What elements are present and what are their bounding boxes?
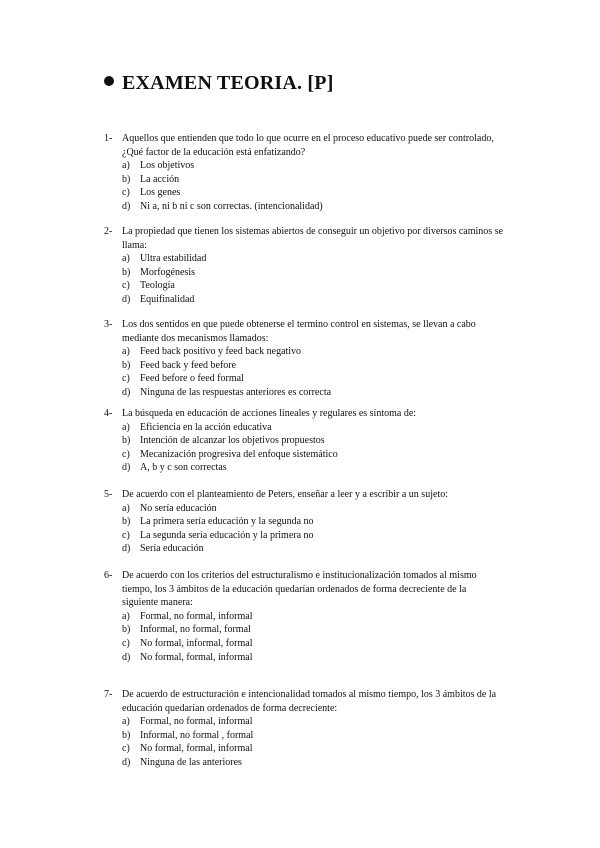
option-a	[122, 715, 504, 729]
option-a	[122, 159, 504, 173]
option-text: Informal, no formal, formal	[140, 624, 251, 636]
option-c	[122, 279, 504, 293]
question-4	[104, 407, 504, 475]
option-a	[122, 421, 504, 435]
option-text: Feed back y feed before	[140, 359, 237, 371]
option-letter: b)	[122, 359, 131, 371]
option-c	[122, 529, 504, 543]
option-text: Informal, no formal , formal	[140, 729, 254, 741]
option-d	[122, 200, 504, 214]
option-a	[122, 610, 504, 624]
option-text: Formal, no formal, informal	[140, 716, 253, 728]
page-title	[104, 72, 334, 95]
title-text: EXAMEN TEORIA. [P]	[122, 72, 334, 94]
option-b	[122, 359, 504, 373]
option-c	[122, 637, 504, 651]
question-number: 6-	[104, 570, 113, 581]
option-letter: a)	[122, 253, 130, 265]
question-number: 5-	[104, 489, 113, 500]
options-list	[122, 159, 504, 213]
option-text: Intención de alcanzar los objetivos propuestos	[140, 435, 325, 447]
option-text: Mecanización progresiva del enfoque sistemático	[140, 448, 338, 460]
option-d	[122, 293, 504, 307]
option-c	[122, 742, 504, 756]
question-7	[104, 688, 504, 770]
option-letter: d)	[122, 293, 131, 305]
option-b	[122, 729, 504, 743]
option-letter: c)	[122, 187, 130, 199]
option-text: Los objetivos	[140, 160, 195, 172]
options-list	[122, 252, 504, 306]
option-text: Sería educación	[140, 543, 204, 555]
option-c	[122, 372, 504, 386]
question-number: 7-	[104, 689, 113, 700]
question-1	[104, 132, 504, 214]
question-text: Los dos sentidos en que puede obtenerse el termino control en sistemas, se llevan a cabo mediante dos mecanismos llamados:	[122, 319, 476, 344]
option-letter: c)	[122, 743, 130, 755]
option-letter: d)	[122, 386, 131, 398]
option-letter: c)	[122, 373, 130, 385]
option-d	[122, 461, 504, 475]
option-letter: d)	[122, 462, 131, 474]
option-letter: b)	[122, 624, 131, 636]
option-letter: b)	[122, 729, 131, 741]
option-text: Equifinalidad	[140, 293, 195, 305]
question-text: La propiedad que tienen los sistemas abiertos de conseguir un objetivo por diversos caminos se llama:	[122, 226, 504, 251]
option-a	[122, 345, 504, 359]
option-b	[122, 173, 504, 187]
option-text: Feed back positivo y feed back negativo	[140, 346, 302, 358]
option-letter: c)	[122, 280, 130, 292]
option-c	[122, 448, 504, 462]
option-b	[122, 515, 504, 529]
option-letter: c)	[122, 529, 130, 541]
options-list	[122, 715, 504, 769]
option-text: No formal, formal, informal	[140, 651, 253, 663]
option-letter: c)	[122, 448, 130, 460]
option-text: La segunda sería educación y la primera no	[140, 529, 314, 541]
option-text: Feed before o feed formal	[140, 373, 244, 385]
option-letter: a)	[122, 610, 130, 622]
option-text: No formal, informal, formal	[140, 637, 253, 649]
option-text: La primera sería educación y la segunda no	[140, 516, 314, 528]
option-letter: a)	[122, 502, 130, 514]
question-number: 4-	[104, 408, 113, 419]
option-text: La acción	[140, 173, 180, 185]
option-d	[122, 651, 504, 665]
question-text: De acuerdo con los criterios del estructuralismo e institucionalización tomados al mismo tiempo, los 3 ámbitos de la educación quedarían ordenados de forma decreciente de la siguiente manera:	[122, 570, 477, 609]
option-text: Morfogénesis	[140, 266, 195, 278]
option-c	[122, 186, 504, 200]
bullet-icon	[104, 76, 114, 86]
question-text: La búsqueda en educación de acciones lineales y regulares es síntoma de:	[122, 408, 417, 419]
option-text: Eficiencia en la acción educativa	[140, 421, 272, 433]
option-b	[122, 623, 504, 637]
question-number: 2-	[104, 226, 113, 237]
question-text: Aquellos que entienden que todo lo que ocurre en el proceso educativo puede ser controlado, ¿Qué factor de la educación está enfatizando?	[122, 133, 494, 158]
option-letter: b)	[122, 435, 131, 447]
question-3	[104, 318, 504, 400]
options-list	[122, 502, 504, 556]
question-text: De acuerdo con el planteamiento de Peters, enseñar a leer y a escribir a un sujeto:	[122, 489, 448, 500]
option-letter: a)	[122, 716, 130, 728]
option-letter: d)	[122, 200, 131, 212]
options-list	[122, 345, 504, 399]
option-text: Ninguna de las anteriores	[140, 756, 242, 768]
question-number: 1-	[104, 133, 113, 144]
option-b	[122, 266, 504, 280]
option-text: Ni a, ni b ni c son correctas. (intencionalidad)	[140, 200, 323, 212]
option-text: Ninguna de las respuestas anteriores es correcta	[140, 386, 332, 398]
option-letter: b)	[122, 266, 131, 278]
option-text: Formal, no formal, informal	[140, 610, 253, 622]
option-letter: a)	[122, 160, 130, 172]
question-text: De acuerdo de estructuración e intencionalidad tomados al mismo tiempo, los 3 ámbitos de la educación quedarían ordenados de forma decreciente:	[122, 689, 497, 714]
option-letter: c)	[122, 637, 130, 649]
option-a	[122, 502, 504, 516]
option-letter: a)	[122, 421, 130, 433]
options-list	[122, 610, 504, 664]
option-letter: d)	[122, 543, 131, 555]
option-d	[122, 542, 504, 556]
question-5	[104, 488, 504, 556]
option-letter: b)	[122, 173, 131, 185]
option-d	[122, 756, 504, 770]
option-letter: b)	[122, 516, 131, 528]
question-number: 3-	[104, 319, 113, 330]
option-text: Los genes	[140, 187, 181, 199]
question-6	[104, 569, 504, 664]
question-2	[104, 225, 504, 307]
option-letter: d)	[122, 756, 131, 768]
option-text: No sería educación	[140, 502, 217, 514]
option-letter: a)	[122, 346, 130, 358]
option-text: Teología	[140, 280, 175, 292]
option-text: A, b y c son correctas	[140, 462, 227, 474]
options-list	[122, 421, 504, 475]
option-text: Ultra estabilidad	[140, 253, 207, 265]
option-a	[122, 252, 504, 266]
option-text: No formal, formal, informal	[140, 743, 253, 755]
option-b	[122, 434, 504, 448]
option-d	[122, 386, 504, 400]
option-letter: d)	[122, 651, 131, 663]
